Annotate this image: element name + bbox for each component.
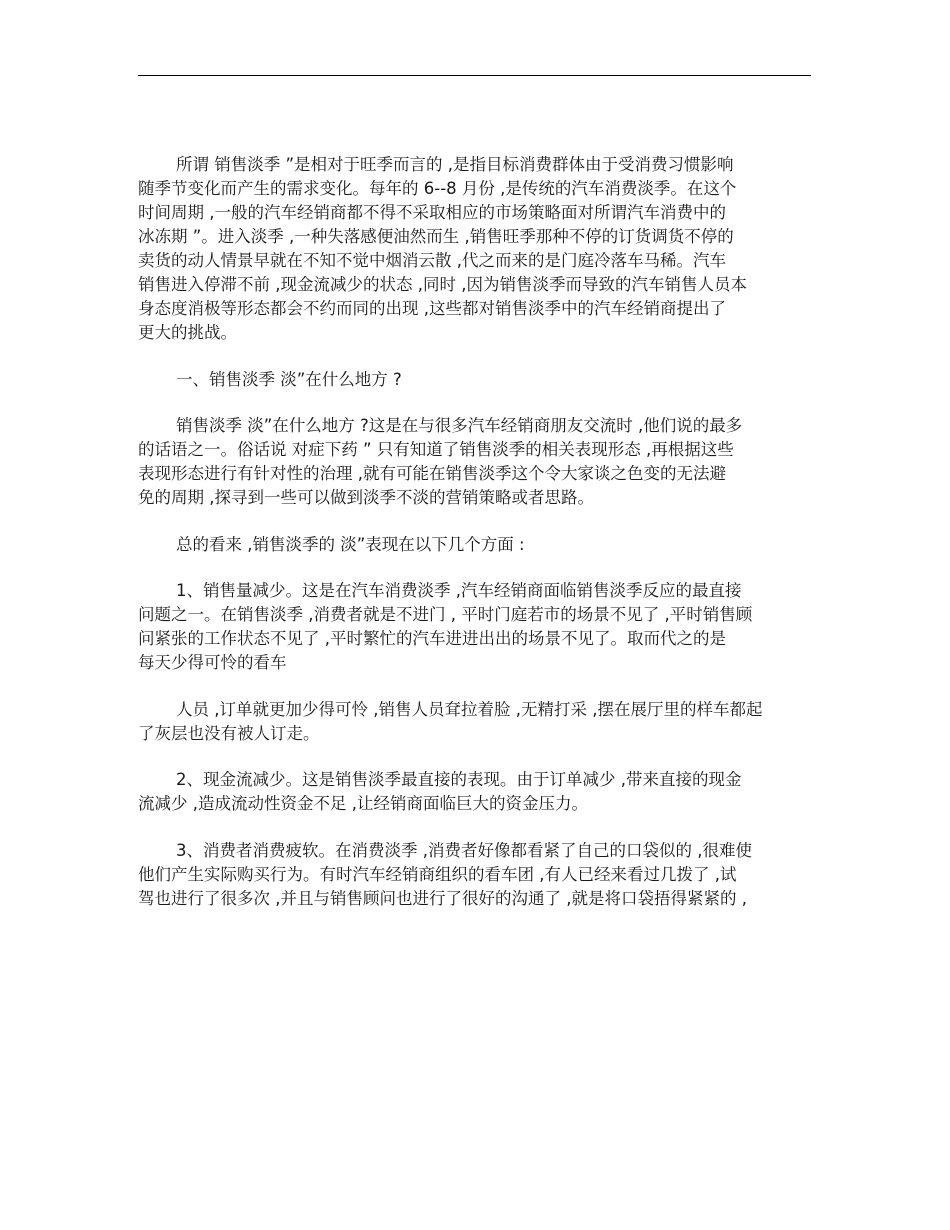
text-line: 3、消费者消费疲软。在消费淡季 ,消费者好像都看紧了自己的口袋似的 ,很难使 — [176, 840, 752, 860]
text-line: 一、销售淡季 淡”在什么地方 ? — [176, 369, 402, 389]
text-line: 销售进入停滞不前 ,现金流减少的状态 ,同时 ,因为销售淡季而导致的汽车销售人员本 — [138, 275, 747, 294]
text-line: 2、现金流减少。这是销售淡季最直接的表现。由于订单减少 ,带来直接的现金 — [176, 770, 742, 789]
text-line: 时间周期 ,一般的汽车经销商都不得不采取相应的市场策略面对所谓汽车消费中的 — [138, 203, 726, 222]
text-line: 流减少 ,造成流动性资金不足 ,让经销商面临巨大的资金压力。 — [138, 794, 588, 813]
header-rule — [138, 75, 811, 76]
text-line: 每天少得可怜的看车 — [138, 653, 287, 672]
text-line: 免的周期 ,探寻到一些可以做到淡季不淡的营销策略或者思路。 — [138, 488, 594, 507]
text-line: 1、销售量减少。这是在汽车消费淡季 ,汽车经销商面临销售淡季反应的最直接 — [176, 581, 742, 600]
text-line: 问题之一。在销售淡季 ,消费者就是不进门 , 平时门庭若市的场景不见了 ,平时销售顾 — [138, 605, 753, 624]
text-line: 总的看来 ,销售淡季的 淡”表现在以下几个方面 : — [176, 534, 525, 554]
text-line: 驾也进行了很多次 ,并且与销售顾问也进行了很好的沟通了 ,就是将口袋捂得紧紧的 , — [138, 888, 747, 908]
text-line: 随季节变化而产生的需求变化。每年的 6--8 月份 ,是传统的汽车消费淡季。在这个 — [138, 179, 737, 198]
text-line: 所谓 销售淡季 ”是相对于旺季而言的 ,是指目标消费群体由于受消费习惯影响 — [176, 155, 734, 174]
text-line: 人员 ,订单就更加少得可怜 ,销售人员耷拉着脸 ,无精打采 ,摆在展厅里的样车都起 — [176, 699, 763, 719]
text-line: 他们产生实际购买行为。有时汽车经销商组织的看车团 ,有人已经来看过几拨了 ,试 — [138, 864, 737, 884]
text-line: 卖货的动人情景早就在不知不觉中烟消云散 ,代之而来的是门庭冷落车马稀。汽车 — [138, 251, 726, 270]
text-line: 冰冻期 ”。进入淡季 ,一种失落感便油然而生 ,销售旺季那种不停的订货调货不停的 — [138, 227, 734, 246]
text-line: 销售淡季 淡”在什么地方 ?这是在与很多汽车经销商朋友交流时 ,他们说的最多 — [176, 416, 743, 435]
text-line: 身态度消极等形态都会不约而同的出现 ,这些都对销售淡季中的汽车经销商提出了 — [138, 299, 726, 318]
text-line: 了灰层也没有被人订走。 — [138, 723, 320, 743]
text-line: 的话语之一。俗话说 对症下药 ” 只有知道了销售淡季的相关表现形态 ,再根据这些 — [138, 440, 734, 459]
text-line: 表现形态进行有针对性的治理 ,就有可能在销售淡季这个令大家谈之色变的无法避 — [138, 464, 726, 483]
text-line: 更大的挑战。 — [138, 323, 237, 342]
text-line: 问紧张的工作状态不见了 ,平时繁忙的汽车进进出出的场景不见了。取而代之的是 — [138, 629, 726, 648]
document-body — [138, 153, 818, 911]
